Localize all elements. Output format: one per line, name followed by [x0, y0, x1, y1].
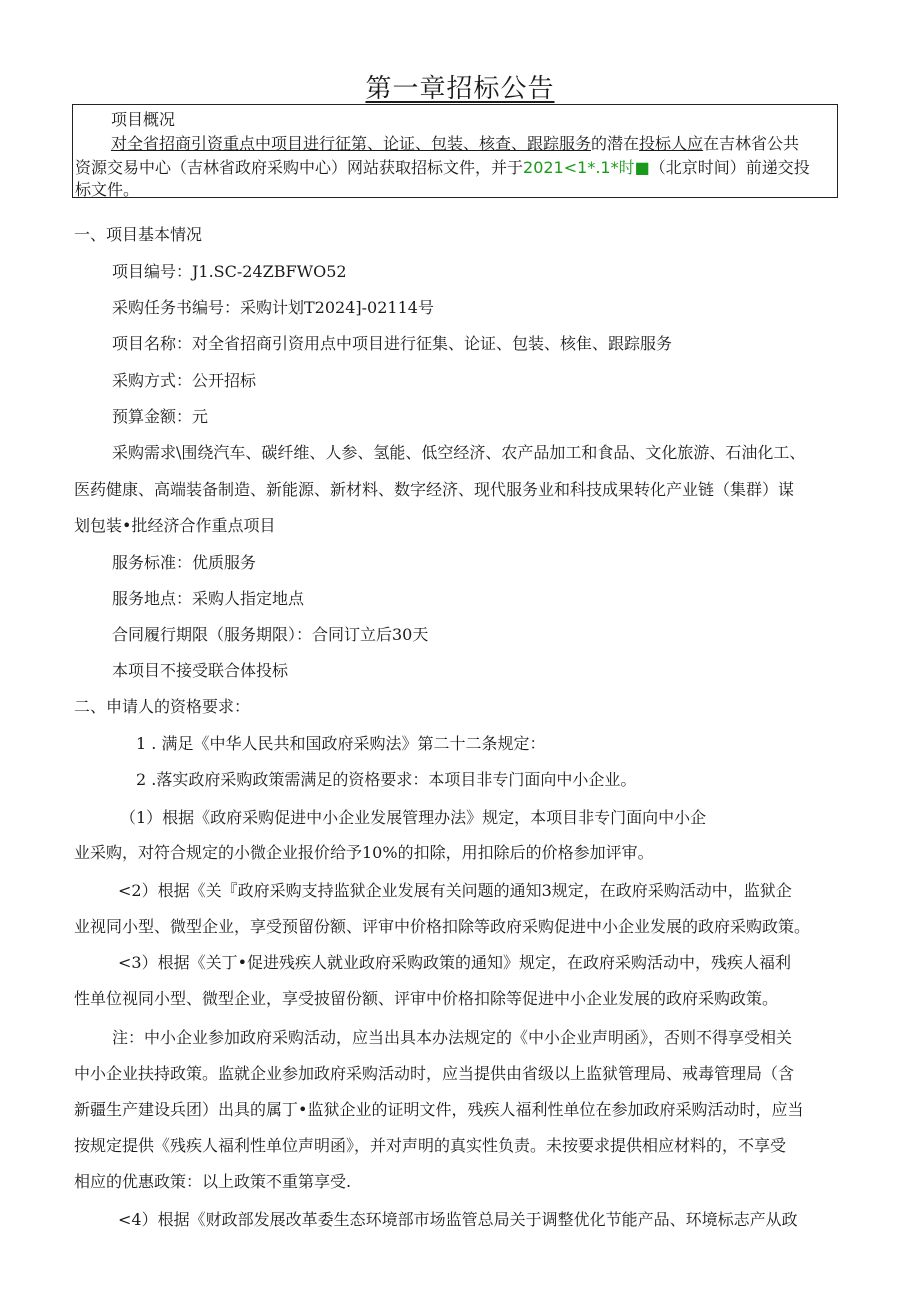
note-line-4: 按规定提供《残疾人福利性单位声明函》，并对声明的真实性负责。未按要求提供相应材料的，不享受	[74, 1136, 787, 1155]
task-number: 采购任务书编号：采购计划T2024]-02114号	[112, 298, 434, 317]
policy-1-line-1: （1）根据《政府采购促进中小企业发展管理办法》规定，本项目非专门面向中小企	[120, 808, 707, 827]
policy-4-line-1: <4）根据《财政部发展改革委生态环境部市场监管总局关于调整优化节能产品、环境标志产从政	[118, 1210, 798, 1229]
requirement-item-1: 1 . 满足《中华人民共和国政府采购法》第二十二条规定：	[136, 734, 546, 753]
budget-amount: 预算金额：元	[112, 407, 209, 426]
policy-2-line-2: 业视同小型、微型企业，享受预留份额、评审中价格扣除等政府采购促进中小企业发展的政府采购政策。	[74, 917, 811, 936]
overview-deadline-date: 2021<1*.1*时■	[523, 158, 650, 177]
overview-underlined-text: 对全省招商引资重点中项目进行征第、论证、包装、核查、跟踪服务	[111, 134, 592, 153]
demand-line-2: 医药健康、高端装备制造、新能源、新材料、数字经济、现代服务业和科技成果转化产业链（集群）谋	[74, 480, 795, 499]
policy-3-line-1: <3）根据《关丁•促进残疾人就业政府采购政策的通知》规定，在政府采购活动中，残疾人福利	[118, 953, 792, 972]
overview-underlined-text-2: 投标人应	[639, 134, 704, 153]
demand-line-3: 划包装•批经济合作重点项目	[74, 516, 276, 535]
overview-text-a: 资源交易中心（吉林省政府采购中心）网站获取招标文件，并于	[75, 158, 524, 177]
overview-mid-text: 的潜在	[591, 134, 640, 153]
policy-1-line-2: 业采购，对符合规定的小微企业报价给予10%的扣除，用扣除后的价格参加评审。	[74, 843, 654, 862]
page-title: 第一章招标公告	[365, 74, 555, 104]
project-name: 项目名称：对全省招商引资用点中项目进行征集、论证、包装、核隹、跟踪服务	[112, 334, 673, 353]
policy-3-line-2: 性单位视同小型、微型企业，享受披留份额、评审中价格扣除等促进中小企业发展的政府采购政策。	[74, 989, 779, 1008]
demand-line-1: 采购需求\围绕汽车、碳纤维、人参、氢能、低空经济、农产品加工和食品、文化旅游、石油化工、	[112, 443, 806, 462]
project-overview-box	[72, 104, 838, 198]
requirement-item-2: 2 .落实政府采购政策需满足的资格要求：本项目非专门面向中小企业。	[136, 770, 637, 789]
note-line-3: 新疆生产建设兵团）出具的属丁•监狱企业的证明文件，残疾人福利性单位在参加政府采购活动时，应当	[74, 1100, 804, 1119]
no-consortium-note: 本项目不接受联合体投标	[112, 661, 289, 680]
overview-line-2	[75, 155, 810, 178]
overview-heading: 项目概况	[111, 110, 176, 129]
overview-line-1	[111, 131, 799, 154]
section-1-heading: 一、项目基本情况	[74, 225, 203, 244]
note-line-1: 注：中小企业参加政府采购活动，应当出具本办法规定的《中小企业声明函》，否则不得享受相关	[112, 1028, 793, 1047]
section-2-heading: 二、申请人的资格要求：	[74, 697, 251, 716]
service-standard: 服务标准：优质服务	[112, 553, 257, 572]
procurement-method: 采购方式：公开招标	[112, 371, 257, 390]
overview-rest-text: 在吉林省公共	[703, 134, 800, 153]
overview-text-b: （北京时间）前递交投	[649, 158, 810, 177]
note-line-5: 相应的优惠政策：以上政策不重第享受.	[74, 1172, 352, 1191]
project-number: 项目编号：J1.SC-24ZBFWO52	[112, 262, 347, 281]
service-location: 服务地点：采购人指定地点	[112, 589, 305, 608]
note-line-2: 中小企业扶持政策。监就企业参加政府采购活动时，应当提供由省级以上监狱管理局、戒毒管理局（含	[74, 1064, 795, 1083]
contract-period: 合同履行期限（服务期限）：合同订立后30天	[112, 625, 429, 644]
policy-2-line-1: <2）根据《关『政府采购支持监狱企业发展有关问题的通知3规定，在政府采购活动中，监狱企	[118, 881, 792, 900]
overview-line-3: 标文件。	[75, 180, 140, 199]
